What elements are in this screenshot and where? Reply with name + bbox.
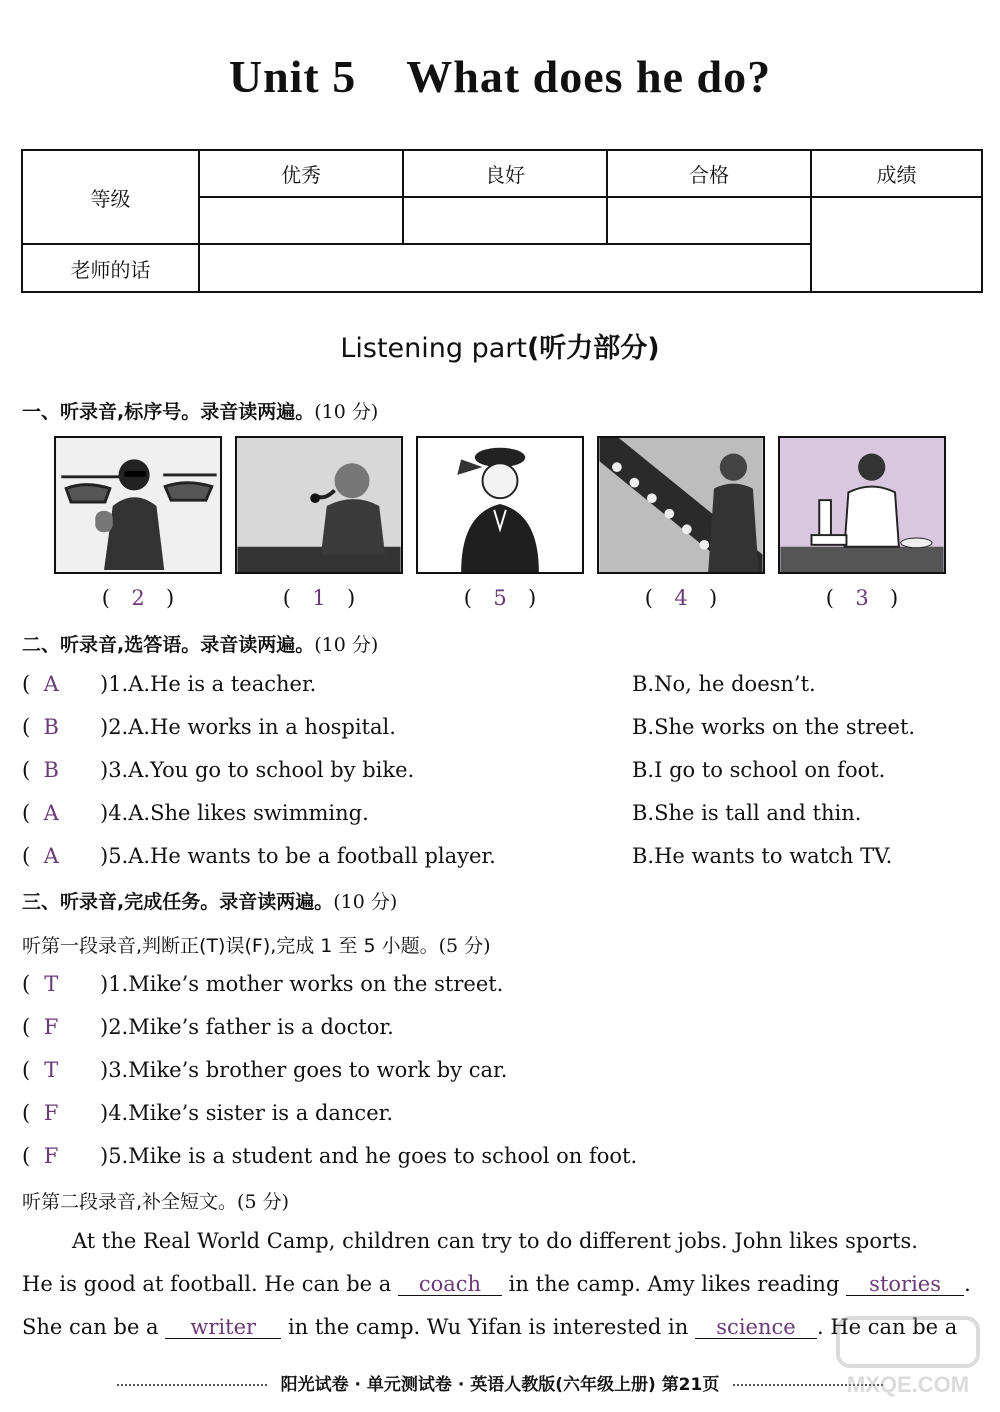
part2-points: (10 分) (314, 634, 379, 656)
passage-line-2: He is good at football. He can be a coach in the camp. Amy likes reading stories . (22, 1272, 971, 1296)
watermark-logo (830, 1312, 990, 1402)
part2-item-3-option-b: B.I go to school on foot. (632, 758, 886, 782)
picture-answer-4: ( 4 ) (644, 586, 718, 610)
grade-level-good: 良好 (403, 150, 607, 197)
grade-level-excellent: 优秀 (199, 150, 403, 197)
score-label: 成绩 (811, 150, 982, 197)
picture-answer-3: ( 5 ) (463, 586, 537, 610)
tf-item-2: ( F )2.Mike’s father is a doctor. (22, 1015, 394, 1039)
tf-item-4: ( F )4.Mike’s sister is a dancer. (22, 1101, 394, 1125)
part2-item-2-option-b: B.She works on the street. (632, 715, 916, 739)
coach-whistle-icon (235, 436, 403, 574)
listening-section-title (0, 326, 1000, 365)
teacher-comment-cell[interactable] (199, 244, 811, 292)
part1-heading-text: 一、听录音,标序号。录音读两遍。 (22, 401, 315, 423)
part2-item-1-option-b: B.No, he doesn’t. (632, 672, 816, 696)
tf-item-3: ( T )3.Mike’s brother goes to work by car. (22, 1058, 508, 1082)
grade-cell-excellent[interactable] (199, 197, 403, 244)
part3-points: (10 分) (333, 891, 398, 913)
part2-item-1: ( A )1.A.He is a teacher. (22, 672, 317, 696)
part3-sub1-instruction: 听第一段录音,判断正(T)误(F),完成 1 至 5 小题。(5 分) (22, 935, 491, 957)
page-number: 第21页 (661, 1375, 720, 1395)
blank-science[interactable]: science (695, 1316, 817, 1339)
part2-item-5: ( A )5.A.He wants to be a football player. (22, 844, 496, 868)
picture-answer-1: ( 2 ) (101, 586, 175, 610)
part2-heading (22, 630, 378, 657)
part2-item-2: ( B )2.A.He works in a hospital. (22, 715, 396, 739)
factory-worker-icon (597, 436, 765, 574)
blank-stories[interactable]: stories (846, 1273, 964, 1296)
grade-table (21, 149, 983, 293)
blank-coach[interactable]: coach (398, 1273, 502, 1296)
grade-cell-pass[interactable] (607, 197, 811, 244)
scientist-microscope-icon (778, 436, 946, 574)
grade-level-pass: 合格 (607, 150, 811, 197)
score-cell[interactable] (811, 197, 982, 292)
part1-points: (10 分) (314, 401, 379, 423)
watermark-text: MXQE.COM (846, 1372, 970, 1397)
title-unit: Unit 5 (228, 51, 357, 102)
tf-item-5: ( F )5.Mike is a student and he goes to school on foot. (22, 1144, 638, 1168)
passage-line-1: At the Real World Camp, children can try to do different jobs. John likes sports. (72, 1229, 918, 1253)
part2-item-5-option-b: B.He wants to watch TV. (632, 844, 893, 868)
police-officer-salute-icon (416, 436, 584, 574)
part2-item-4: ( A )4.A.She likes swimming. (22, 801, 369, 825)
listening-title-en: Listening part (340, 333, 527, 364)
part2-item-4-option-b: B.She is tall and thin. (632, 801, 862, 825)
pilot-woman-helicopter-icon (54, 436, 222, 574)
footer-divider-left (117, 1384, 267, 1386)
grade-cell-good[interactable] (403, 197, 607, 244)
part3-sub2-instruction: 听第二段录音,补全短文。(5 分) (22, 1191, 290, 1213)
teacher-comment-label: 老师的话 (22, 244, 199, 292)
title-topic: What does he do? (406, 51, 772, 102)
part2-heading-text: 二、听录音,选答语。录音读两遍。 (22, 634, 315, 656)
blank-writer[interactable]: writer (165, 1316, 281, 1339)
page-title (0, 50, 1000, 103)
picture-answer-5: ( 3 ) (825, 586, 899, 610)
grade-row-label: 等级 (22, 150, 199, 244)
listening-title-cn: (听力部分) (526, 333, 660, 364)
passage-line-3: She can be a writer in the camp. Wu Yifan is interested in science . He can be a (22, 1315, 958, 1339)
picture-answer-2: ( 1 ) (282, 586, 356, 610)
footer-text: 阳光试卷 · 单元测试卷 · 英语人教版(六年级上册) (280, 1375, 656, 1395)
part3-heading (22, 887, 397, 914)
part3-heading-text: 三、听录音,完成任务。录音读两遍。 (22, 891, 334, 913)
part1-heading (22, 397, 378, 424)
tf-item-1: ( T )1.Mike’s mother works on the street. (22, 972, 504, 996)
part2-item-3: ( B )3.A.You go to school by bike. (22, 758, 415, 782)
